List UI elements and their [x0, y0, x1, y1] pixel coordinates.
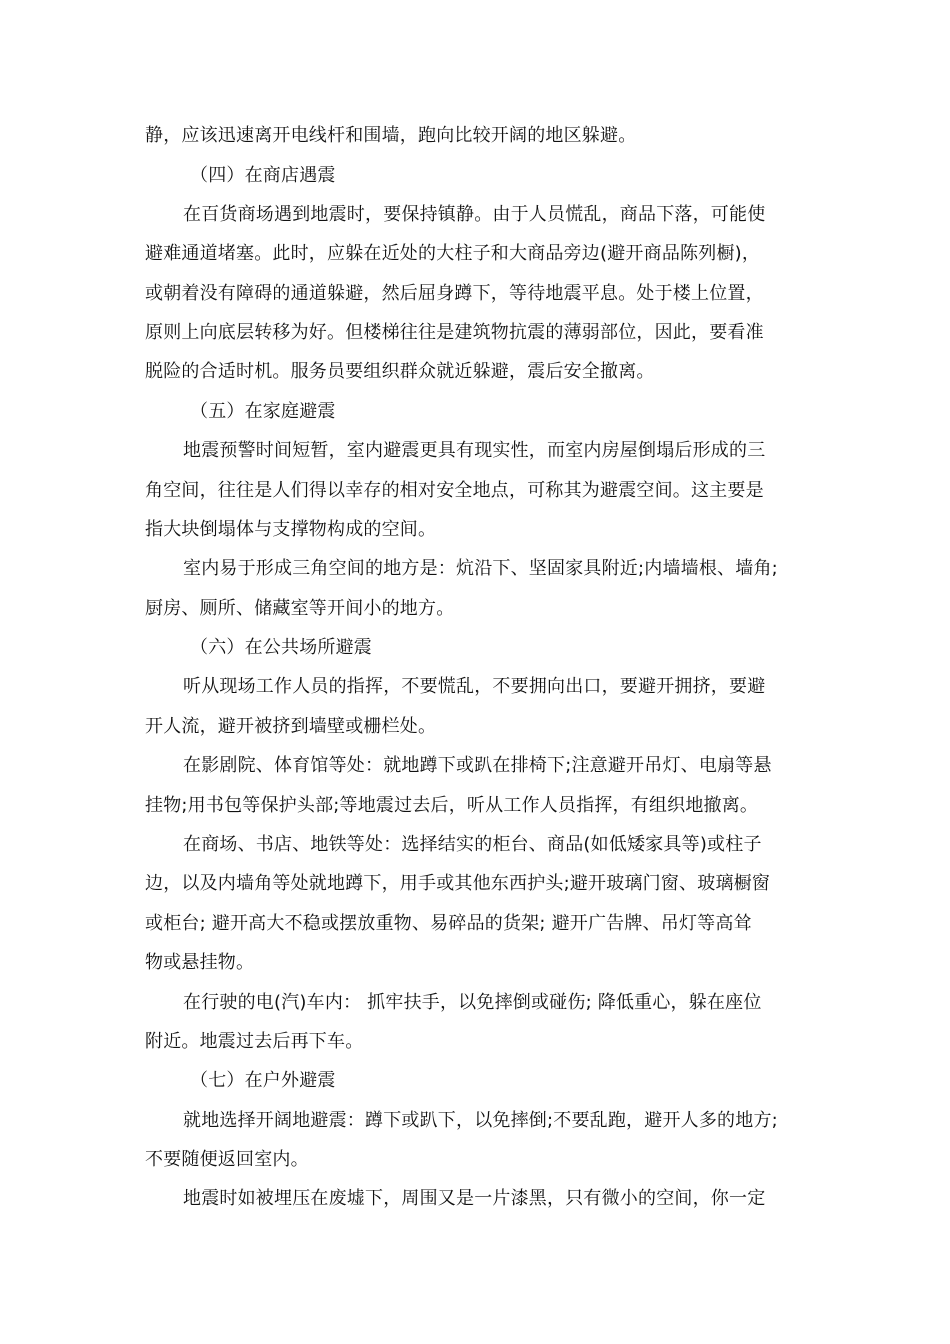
- body-text-line: 地震时如被埋压在废墟下，周围又是一片漆黑，只有微小的空间，你一定: [183, 1188, 766, 1209]
- body-text-line: 避难通道堵塞。此时，应躲在近处的大柱子和大商品旁边(避开商品陈列橱)，: [145, 243, 761, 264]
- section-heading-4: （四）在商店遇震: [190, 165, 336, 186]
- body-text-line: 听从现场工作人员的指挥，不要慌乱，不要拥向出口，要避开拥挤，要避: [183, 676, 766, 697]
- body-text-line: 或柜台; 避开高大不稳或摆放重物、易碎品的货架; 避开广告牌、吊灯等高耸: [145, 913, 752, 934]
- body-text-line: 在商场、书店、地铁等处：选择结实的柜台、商品(如低矮家具等)或柱子: [183, 834, 762, 855]
- body-text-line: 静，应该迅速离开电线杆和围墙，跑向比较开阔的地区躲避。: [145, 125, 637, 146]
- body-text-line: 就地选择开阔地避震：蹲下或趴下，以免摔倒;不要乱跑，避开人多的地方;: [183, 1110, 778, 1131]
- body-text-line: 脱险的合适时机。服务员要组织群众就近躲避，震后安全撤离。: [145, 361, 655, 382]
- body-text-line: 室内易于形成三角空间的地方是：炕沿下、坚固家具附近;内墙墙根、墙角;: [183, 558, 778, 579]
- body-text-line: 原则上向底层转移为好。但楼梯往往是建筑物抗震的薄弱部位，因此，要看准: [145, 322, 764, 343]
- body-text-line: 附近。地震过去后再下车。: [145, 1031, 364, 1052]
- body-text-line: 指大块倒塌体与支撑物构成的空间。: [145, 519, 437, 540]
- body-text-line: 不要随便返回室内。: [145, 1149, 309, 1170]
- body-text-line: 角空间，往往是人们得以幸存的相对安全地点，可称其为避震空间。这主要是: [145, 480, 764, 501]
- body-text-line: 厨房、厕所、储藏室等开间小的地方。: [145, 598, 455, 619]
- body-text-line: 在行驶的电(汽)车内： 抓牢扶手，以免摔倒或碰伤; 降低重心，躲在座位: [183, 992, 762, 1013]
- section-heading-7: （七）在户外避震: [190, 1070, 336, 1091]
- body-text-line: 在影剧院、体育馆等处：就地蹲下或趴在排椅下;注意避开吊灯、电扇等悬: [183, 755, 772, 776]
- body-text-line: 物或悬挂物。: [145, 952, 255, 973]
- body-text-line: 地震预警时间短暂，室内避震更具有现实性，而室内房屋倒塌后形成的三: [183, 440, 766, 461]
- body-text-line: 在百货商场遇到地震时，要保持镇静。由于人员慌乱，商品下落，可能使: [183, 204, 766, 225]
- section-heading-5: （五）在家庭避震: [190, 401, 336, 422]
- body-text-line: 或朝着没有障碍的通道躲避，然后屈身蹲下，等待地震平息。处于楼上位置，: [145, 283, 764, 304]
- body-text-line: 挂物;用书包等保护头部;等地震过去后，听从工作人员指挥，有组织地撤离。: [145, 795, 759, 816]
- section-heading-6: （六）在公共场所避震: [190, 637, 372, 658]
- body-text-line: 开人流，避开被挤到墙壁或栅栏处。: [145, 716, 437, 737]
- body-text-line: 边，以及内墙角等处就地蹲下，用手或其他东西护头;避开玻璃门窗、玻璃橱窗: [145, 873, 771, 894]
